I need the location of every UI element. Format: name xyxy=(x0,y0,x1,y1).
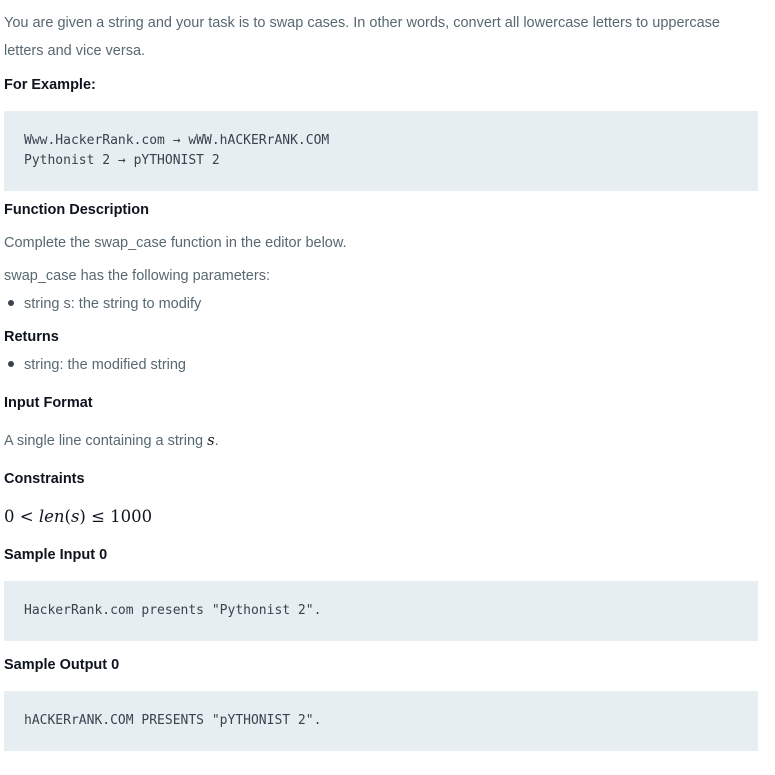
sample-output-heading: Sample Output 0 xyxy=(4,657,120,673)
example-line-1: Www.HackerRank.com → wWW.hACKERrANK.COM xyxy=(24,133,330,148)
constraint-close-paren: ) xyxy=(79,507,86,526)
params-intro-text: swap_case has the following parameters: xyxy=(4,268,270,284)
example-heading: For Example: xyxy=(4,77,96,93)
constraint-formula xyxy=(4,506,152,528)
function-description-text: Complete the swap_case function in the editor below. xyxy=(4,235,347,251)
returns-text: string: the modified string xyxy=(24,357,186,373)
input-format-text-after: . xyxy=(214,433,219,449)
example-code-block xyxy=(4,111,758,191)
input-format-heading: Input Format xyxy=(4,395,93,411)
returns-list-item xyxy=(4,355,186,375)
returns-heading: Returns xyxy=(4,329,59,345)
example-line-2: Pythonist 2 → pYTHONIST 2 xyxy=(24,153,220,168)
constraint-lower: 0 xyxy=(4,507,15,526)
bullet-dot-icon xyxy=(8,361,14,367)
constraint-le: ≤ xyxy=(91,507,105,526)
param-list-item xyxy=(4,294,201,314)
constraint-var: s xyxy=(70,507,80,526)
input-format-text-before: A single line containing a string xyxy=(4,433,208,449)
sample-output-code: hACKERrANK.COM PRESENTS "pYTHONIST 2". xyxy=(24,713,322,728)
constraint-upper: 1000 xyxy=(110,507,153,526)
param-text: string s: the string to modify xyxy=(24,296,202,312)
constraint-open-paren: ( xyxy=(64,507,71,526)
constraint-func: len xyxy=(38,507,65,526)
sample-input-code: HackerRank.com presents "Pythonist 2". xyxy=(24,603,322,618)
input-format-text xyxy=(4,427,219,455)
bullet-dot-icon xyxy=(8,300,14,306)
function-description-heading: Function Description xyxy=(4,202,149,218)
sample-input-heading: Sample Input 0 xyxy=(4,547,108,563)
intro-text: You are given a string and your task is to swap cases. In other words, convert all lowercase letters to uppercase letters and vice versa. xyxy=(4,15,720,59)
constraint-lt: < xyxy=(19,507,34,526)
constraints-heading: Constraints xyxy=(4,471,85,487)
input-format-var: s xyxy=(207,433,215,449)
sample-output-code-block xyxy=(4,691,758,751)
sample-input-code-block xyxy=(4,581,758,641)
